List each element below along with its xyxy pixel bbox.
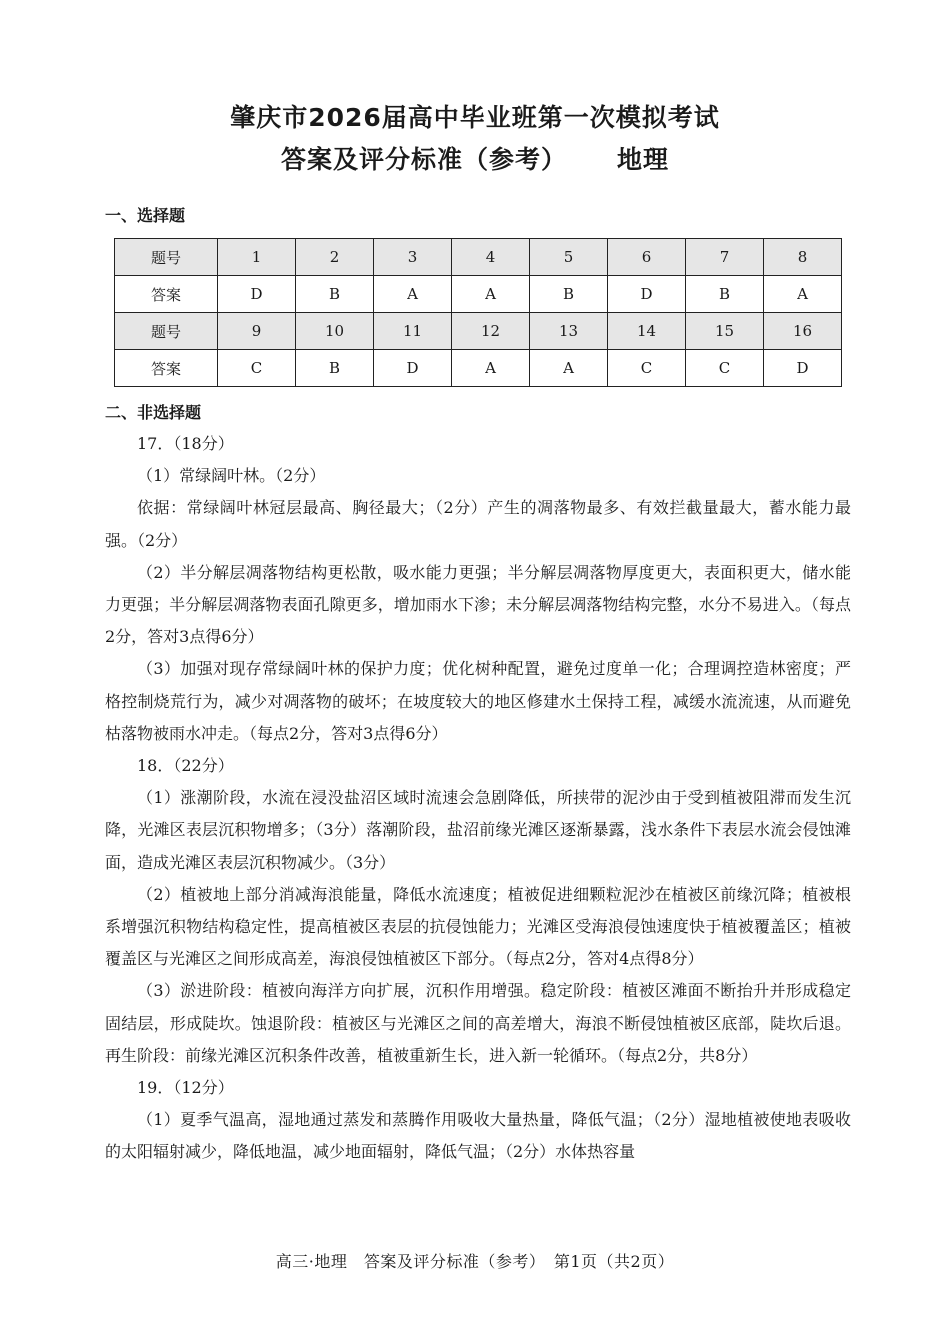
answer-paragraph: （2）植被地上部分消减海浪能量，降低水流速度；植被促进细颗粒泥沙在植被区前缘沉降；植被根系增强沉积物结构稳定性，提高植被区表层的抗侵蚀能力；光滩区受海浪侵蚀速度快于植被覆盖区；植被覆盖区与光滩区之间形成高差，海浪侵蚀植被区下部分。（每点2分，答对4点得8分） bbox=[105, 884, 851, 969]
row-label: 题号 bbox=[115, 239, 218, 276]
answer-paragraph: （3）淤进阶段：植被向海洋方向扩展，沉积作用增强。稳定阶段：植被区滩面不断抬升并形成稳定固结层，形成陡坎。蚀退阶段：植被区与光滩区之间的高差增大，海浪不断侵蚀植被区底部，陡坎后退。再生阶段：前缘光滩区沉积条件改善，植被重新生长，进入新一轮循环。（每点2分，共8分） bbox=[105, 981, 851, 1065]
table-cell: A bbox=[374, 276, 452, 313]
table-cell: A bbox=[452, 276, 530, 313]
table-cell: 1 bbox=[218, 239, 296, 276]
answer-paragraph: 依据：常绿阔叶林冠层最高、胸径最大；（2分）产生的凋落物最多、有效拦截量最大，蓄水能力最强。（2分） bbox=[105, 498, 851, 550]
table-cell: B bbox=[296, 350, 374, 387]
subject-label: 地理 bbox=[617, 145, 670, 174]
section-heading-choice: 一、选择题 bbox=[105, 206, 186, 225]
row-label: 题号 bbox=[115, 313, 218, 350]
answer-paragraph: （1）夏季气温高，湿地通过蒸发和蒸腾作用吸收大量热量，降低气温；（2分）湿地植被使地表吸收的太阳辐射减少，降低地温，减少地面辐射，降低气温；（2分）水体热容量 bbox=[105, 1110, 851, 1162]
answer-paragraph: （2）半分解层凋落物结构更松散，吸水能力更强；半分解层凋落物厚度更大，表面积更大，储水能力更强；半分解层凋落物表面孔隙更多，增加雨水下渗；未分解层凋落物结构完整，水分不易进入。（每点2分，答对3点得6分） bbox=[105, 562, 851, 647]
answer-body bbox=[105, 428, 851, 1169]
table-cell: 16 bbox=[764, 313, 842, 350]
answer-paragraph: 19．（12分） bbox=[137, 1078, 234, 1098]
table-cell: 10 bbox=[296, 313, 374, 350]
table-cell: C bbox=[218, 350, 296, 387]
table-row bbox=[115, 276, 842, 313]
table-cell: B bbox=[296, 276, 374, 313]
table-cell: A bbox=[452, 350, 530, 387]
row-label: 答案 bbox=[115, 350, 218, 387]
table-cell: C bbox=[686, 350, 764, 387]
table-cell: D bbox=[218, 276, 296, 313]
document-title: 肇庆市2026届高中毕业班第一次模拟考试 bbox=[230, 103, 720, 132]
table-cell: 2 bbox=[296, 239, 374, 276]
table-cell: A bbox=[530, 350, 608, 387]
table-cell: B bbox=[530, 276, 608, 313]
answer-paragraph: （1）常绿阔叶林。（2分） bbox=[137, 466, 326, 486]
table-cell: D bbox=[764, 350, 842, 387]
table-cell: 4 bbox=[452, 239, 530, 276]
table-cell: 11 bbox=[374, 313, 452, 350]
table-cell: 15 bbox=[686, 313, 764, 350]
table-cell: 5 bbox=[530, 239, 608, 276]
table-cell: A bbox=[764, 276, 842, 313]
row-label: 答案 bbox=[115, 276, 218, 313]
table-cell: D bbox=[608, 276, 686, 313]
answer-paragraph: 17．（18分） bbox=[137, 434, 234, 453]
table-cell: 9 bbox=[218, 313, 296, 350]
table-cell: 3 bbox=[374, 239, 452, 276]
table-cell: D bbox=[374, 350, 452, 387]
table-cell: 6 bbox=[608, 239, 686, 276]
table-cell: 8 bbox=[764, 239, 842, 276]
table-cell: C bbox=[608, 350, 686, 387]
answer-paragraph: 18．（22分） bbox=[137, 756, 234, 776]
table-cell: B bbox=[686, 276, 764, 313]
answer-paragraph: （3）加强对现存常绿阔叶林的保护力度；优化树种配置，避免过度单一化；合理调控造林密度；严格控制烧荒行为，减少对凋落物的破坏；在坡度较大的地区修建水土保持工程，减缓水流流速，从而避免枯落物被雨水冲走。（每点2分，答对3点得6分） bbox=[105, 659, 851, 743]
page-footer: 高三·地理 答案及评分标准（参考） 第1页（共2页） bbox=[275, 1252, 675, 1271]
subtitle-text: 答案及评分标准（参考） bbox=[280, 145, 567, 174]
document-subtitle bbox=[0, 140, 950, 176]
table-cell: 12 bbox=[452, 313, 530, 350]
section-heading-nonchoice: 二、非选择题 bbox=[105, 403, 202, 422]
answer-table bbox=[114, 238, 842, 387]
table-cell: 13 bbox=[530, 313, 608, 350]
table-cell: 7 bbox=[686, 239, 764, 276]
table-row bbox=[115, 239, 842, 276]
table-row bbox=[115, 313, 842, 350]
table-row bbox=[115, 350, 842, 387]
answer-paragraph: （1）涨潮阶段，水流在浸没盐沼区域时流速会急剧降低，所挟带的泥沙由于受到植被阻滞而发生沉降，光滩区表层沉积物增多；（3分）落潮阶段，盐沼前缘光滩区逐渐暴露，浅水条件下表层水流会侵蚀滩面，造成光滩区表层沉积物减少。（3分） bbox=[105, 788, 851, 872]
table-cell: 14 bbox=[608, 313, 686, 350]
